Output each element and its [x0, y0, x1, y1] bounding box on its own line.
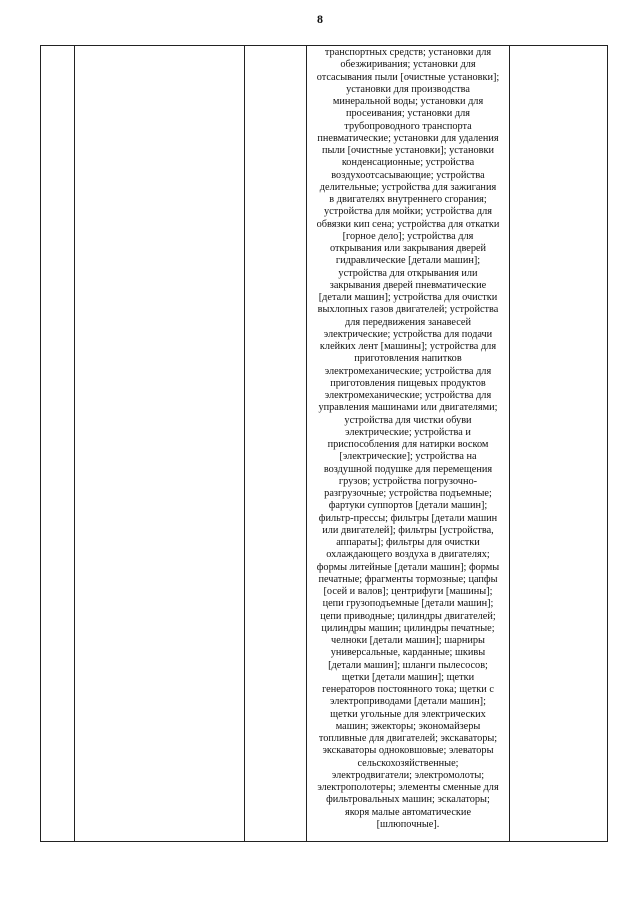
cell-text-line: печатные; фрагменты тормозные; цапфы [318, 573, 498, 585]
cell-text-line: минеральной воды; установки для [332, 96, 484, 107]
cell-text-line: устройства для открывания или [338, 267, 478, 279]
cell-text-line: воздухоотсасывающие; устройства [331, 169, 485, 181]
cell-text-line: конденсационные; устройства [341, 157, 475, 169]
cell-text-line: транспортных средств; установки для [324, 47, 492, 58]
cell-text-line: щетки [детали машин]; щетки [341, 671, 475, 683]
cell-text-line: обвязки кип сена; устройства для откатки [316, 218, 500, 230]
column-divider [509, 46, 510, 841]
cell-text-line: формы литейные [детали машин]; формы [316, 561, 500, 573]
cell-text-line: машин; эжекторы; экономайзеры [335, 720, 481, 732]
cell-text-line: якоря малые автоматические [344, 806, 472, 818]
cell-text-line: или двигателей]; фильтры [устройства, [322, 524, 494, 536]
cell-text-line: электроприводами [детали машин]; [330, 696, 486, 708]
cell-text-line: сельскохозяйственные; [357, 757, 459, 769]
cell-text-line: цепи грузоподъемные [детали машин]; [322, 598, 494, 610]
cell-text-line: обезжиривания; установки для [340, 59, 476, 71]
cell-text-line: [детали машин]; устройства для очистки [318, 292, 498, 303]
cell-text-line: цилиндры машин; цилиндры печатные; [321, 622, 495, 634]
cell-text-line: электродвигатели; электромолоты; [331, 769, 485, 781]
cell-text-line: просеивания; установки для [346, 108, 470, 120]
cell-text-line: воздушной подушке для перемещения [323, 463, 493, 475]
cell-text-line: [осей и валов]; центрифуги [машины]; [323, 586, 493, 597]
cell-text-line: электрополотеры; элементы сменные для [317, 782, 499, 793]
cell-text-line: пыли [очистные установки]; установки [321, 145, 495, 156]
cell-text-line: фартуки суппортов [детали машин]; [328, 500, 488, 512]
cell-text-line: отсасывания пыли [очистные установки]; [316, 71, 500, 83]
cell-text-line: выхлопных газов двигателей; устройства [317, 304, 499, 316]
cell-text-line: аппараты]; фильтры для очистки [336, 537, 480, 548]
cell-text-line: челноки [детали машин]; шарниры [331, 635, 485, 646]
cell-text-line: экскаваторы одноковшовые; элеваторы [322, 745, 494, 757]
cell-text-line: топливные для двигателей; экскаваторы; [318, 733, 498, 744]
cell-text-line: универсальные, карданные; шкивы [330, 647, 486, 659]
cell-text-line: электрические; устройства и [345, 426, 471, 438]
cell-text-line: гидравлические [детали машин]; [335, 255, 481, 267]
cell-text-line: [шлюпочные]. [376, 818, 440, 830]
cell-text-line: электромеханические; устройства для [324, 390, 492, 401]
cell-text-line: приготовления пищевых продуктов [330, 377, 486, 389]
cell-text-line: для передвижения занавесей [345, 316, 471, 328]
cell-text-line: фильтровальных машин; эскалаторы; [326, 794, 490, 806]
cell-text-line: открывания или закрывания дверей [329, 243, 487, 254]
cell-text-line: [детали машин]; шланги пылесосов; [328, 659, 488, 671]
column-divider [74, 46, 75, 841]
cell-text-line: электрические; устройства для подачи [323, 328, 493, 340]
page-number: 8 [317, 12, 323, 26]
cell-text-line: устройства для чистки обуви [344, 414, 472, 426]
cell-text-line: разгрузочные; устройства подъемные; [324, 488, 492, 499]
cell-text-line: грузов; устройства погрузочно- [338, 475, 478, 487]
cell-text-line: [горное дело]; устройства для [342, 230, 474, 242]
cell-text-line: в двигателях внутреннего сгорания; [329, 194, 487, 205]
cell-text-line: клейких лент [машины]; устройства для [319, 341, 497, 352]
cell-text-line: приготовления напитков [354, 353, 462, 365]
cell-text-line: приспособления для натирки воском [327, 439, 489, 450]
column-divider [244, 46, 245, 841]
goods-list-cell [307, 47, 509, 831]
goods-services-table [40, 45, 608, 842]
cell-text-line: установки для производства [346, 83, 470, 95]
cell-text-line: цепи приводные; цилиндры двигателей; [320, 610, 496, 622]
cell-text-line: трубопроводного транспорта [344, 120, 472, 132]
cell-text-line: устройства для мойки; устройства для [323, 206, 493, 218]
cell-text-line: щетки угольные для электрических [330, 708, 486, 720]
cell-text-line: электромеханические; устройства для [324, 365, 492, 377]
cell-text-line: [электрические]; устройства на [339, 451, 477, 463]
cell-text-line: генераторов постоянного тока; щетки с [322, 684, 494, 695]
cell-text-line: охлаждающего воздуха в двигателях; [326, 549, 490, 561]
cell-text-line: пневматические; установки для удаления [317, 132, 499, 144]
cell-text-line: закрывания дверей пневматические [329, 279, 487, 291]
cell-text-line: управления машинами или двигателями; [318, 402, 498, 414]
cell-text-line: фильтр-прессы; фильтры [детали машин [318, 512, 498, 524]
cell-text-line: делительные; устройства для зажигания [319, 181, 497, 193]
